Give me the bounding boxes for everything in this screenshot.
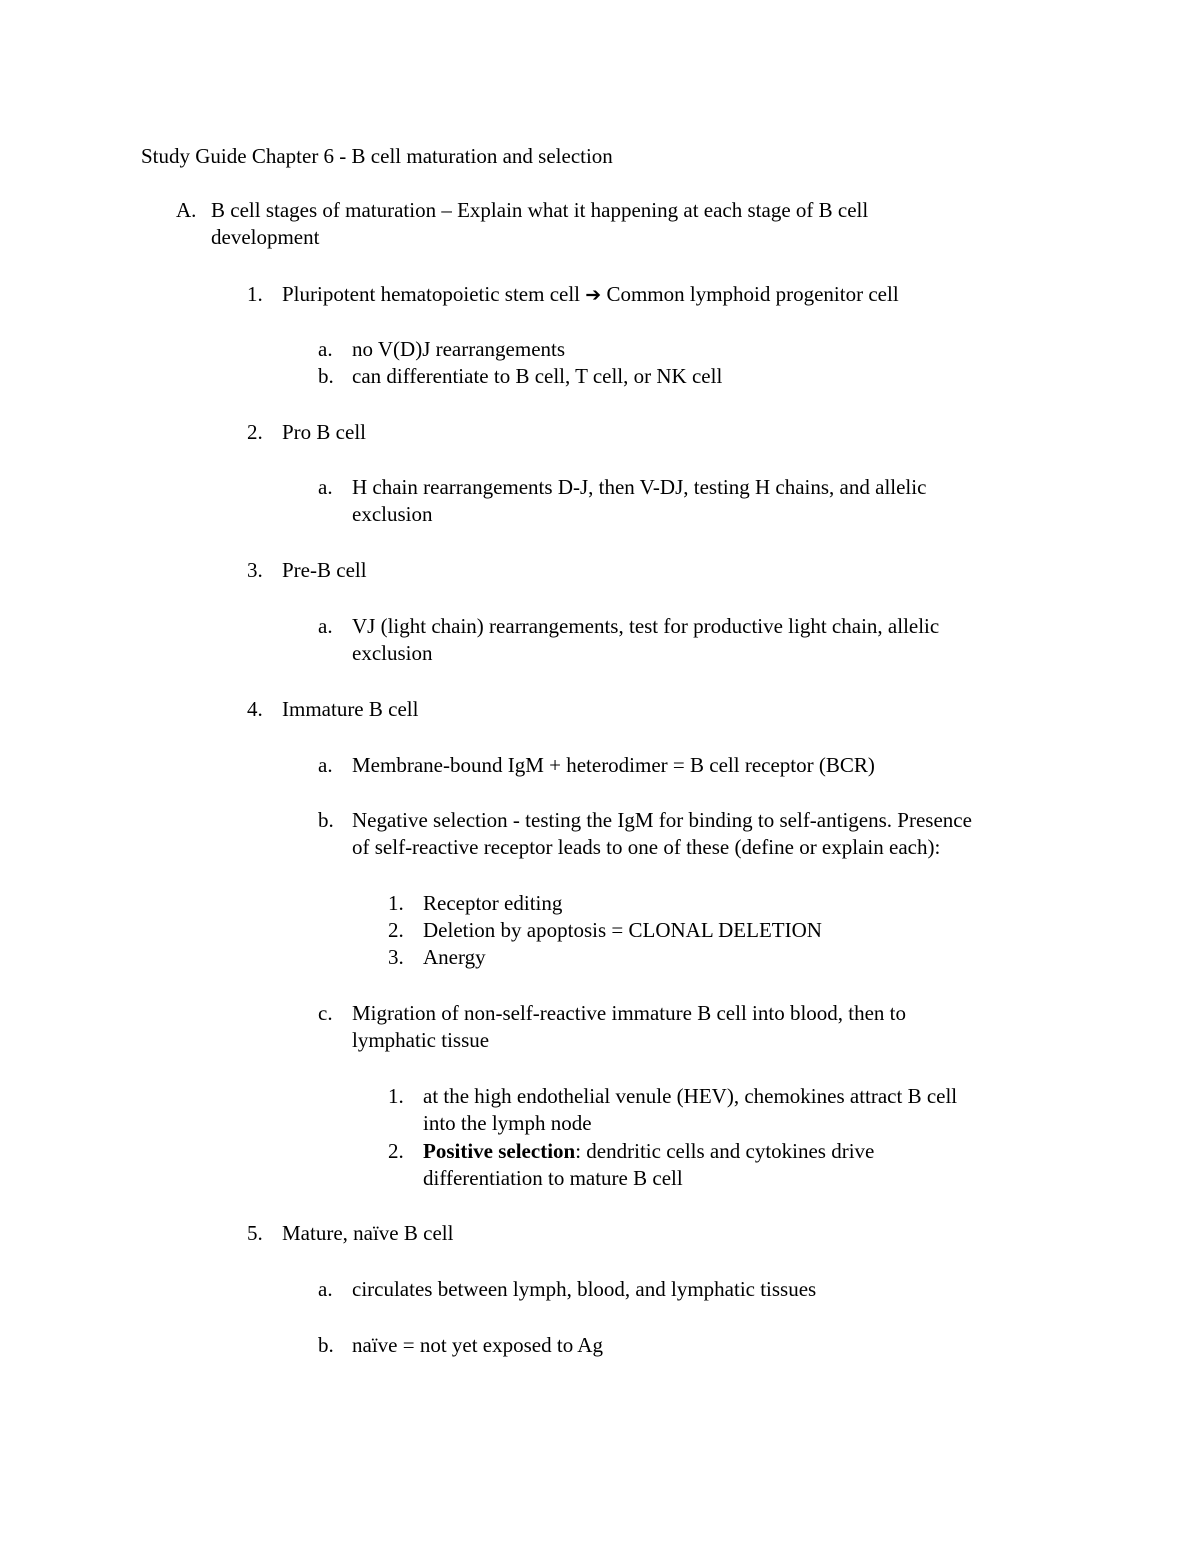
- negative-selection-sub-2-text: Deletion by apoptosis = CLONAL DELETION: [423, 918, 822, 942]
- section-a-line-2: development: [211, 225, 320, 249]
- negative-selection-sub-3-text: Anergy: [423, 945, 486, 969]
- section-a-marker: A.: [176, 198, 197, 222]
- stage-1-marker: 1.: [247, 282, 263, 306]
- migration-sub-1-line-1: at the high endothelial venule (HEV), chemokines attract B cell: [423, 1084, 958, 1108]
- stage-4-item-c-line-1: Migration of non-self-reactive immature B cell into blood, then to: [352, 1001, 907, 1025]
- stage-4-item-c-marker: c.: [318, 1001, 333, 1025]
- stage-1-item-a-marker: a.: [318, 337, 333, 361]
- stage-3-marker: 3.: [247, 558, 263, 582]
- stage-5-item-b-text: naïve = not yet exposed to Ag: [352, 1333, 603, 1357]
- stage-3-heading: Pre-B cell: [282, 558, 367, 582]
- document-title: Study Guide Chapter 6 - B cell maturation and selection: [141, 144, 613, 168]
- stage-1-item-b-marker: b.: [318, 364, 334, 388]
- stage-3-item-a-line-1: VJ (light chain) rearrangements, test for productive light chain, allelic: [352, 614, 940, 638]
- section-a-line-1: B cell stages of maturation – Explain what it happening at each stage of B cell: [211, 198, 869, 222]
- negative-selection-sub-2-marker: 2.: [388, 918, 404, 942]
- stage-1-item-a-text: no V(D)J rearrangements: [352, 337, 566, 361]
- stage-2-heading: Pro B cell: [282, 420, 366, 444]
- arrow-right-icon: ➔: [585, 284, 602, 306]
- positive-selection-term: Positive selection: [423, 1139, 576, 1163]
- migration-sub-1-marker: 1.: [388, 1084, 404, 1108]
- stage-2-marker: 2.: [247, 420, 263, 444]
- stage-2-item-a-line-1: H chain rearrangements D-J, then V-DJ, testing H chains, and allelic: [352, 475, 927, 499]
- stage-4-item-a-text: Membrane-bound IgM + heterodimer = B cell receptor (BCR): [352, 753, 875, 777]
- stage-4-item-a-marker: a.: [318, 753, 333, 777]
- stage-4-marker: 4.: [247, 697, 263, 721]
- migration-sub-2-marker: 2.: [388, 1139, 404, 1163]
- stage-1-text-after: Common lymphoid progenitor cell: [601, 282, 899, 306]
- stage-5-item-a-marker: a.: [318, 1277, 333, 1301]
- stage-4-item-b-marker: b.: [318, 808, 334, 832]
- stage-5-item-a-text: circulates between lymph, blood, and lymphatic tissues: [352, 1277, 817, 1301]
- stage-3-item-a-line-2: exclusion: [352, 641, 433, 665]
- positive-selection-rest: : dendritic cells and cytokines drive: [575, 1139, 875, 1163]
- stage-4-item-c-line-2: lymphatic tissue: [352, 1028, 490, 1052]
- stage-5-item-b-marker: b.: [318, 1333, 334, 1357]
- negative-selection-sub-1-marker: 1.: [388, 891, 404, 915]
- stage-3-item-a-marker: a.: [318, 614, 333, 638]
- negative-selection-sub-1-text: Receptor editing: [423, 891, 563, 915]
- stage-2-item-a-line-2: exclusion: [352, 502, 433, 526]
- stage-2-item-a-marker: a.: [318, 475, 333, 499]
- stage-5-heading: Mature, naïve B cell: [282, 1221, 454, 1245]
- stage-1-text-before: Pluripotent hematopoietic stem cell: [282, 282, 586, 306]
- migration-sub-1-line-2: into the lymph node: [423, 1111, 592, 1135]
- stage-5-marker: 5.: [247, 1221, 263, 1245]
- migration-sub-2-line-2: differentiation to mature B cell: [423, 1166, 683, 1190]
- stage-4-item-b-line-1: Negative selection - testing the IgM for binding to self-antigens. Presence: [352, 808, 972, 832]
- stage-1-item-b-text: can differentiate to B cell, T cell, or NK cell: [352, 364, 723, 388]
- stage-4-item-b-line-2: of self-reactive receptor leads to one of these (define or explain each):: [352, 835, 941, 859]
- stage-4-heading: Immature B cell: [282, 697, 419, 721]
- migration-sub-2-line-1: [423, 1138, 874, 1165]
- negative-selection-sub-3-marker: 3.: [388, 945, 404, 969]
- stage-1-heading: [282, 281, 899, 309]
